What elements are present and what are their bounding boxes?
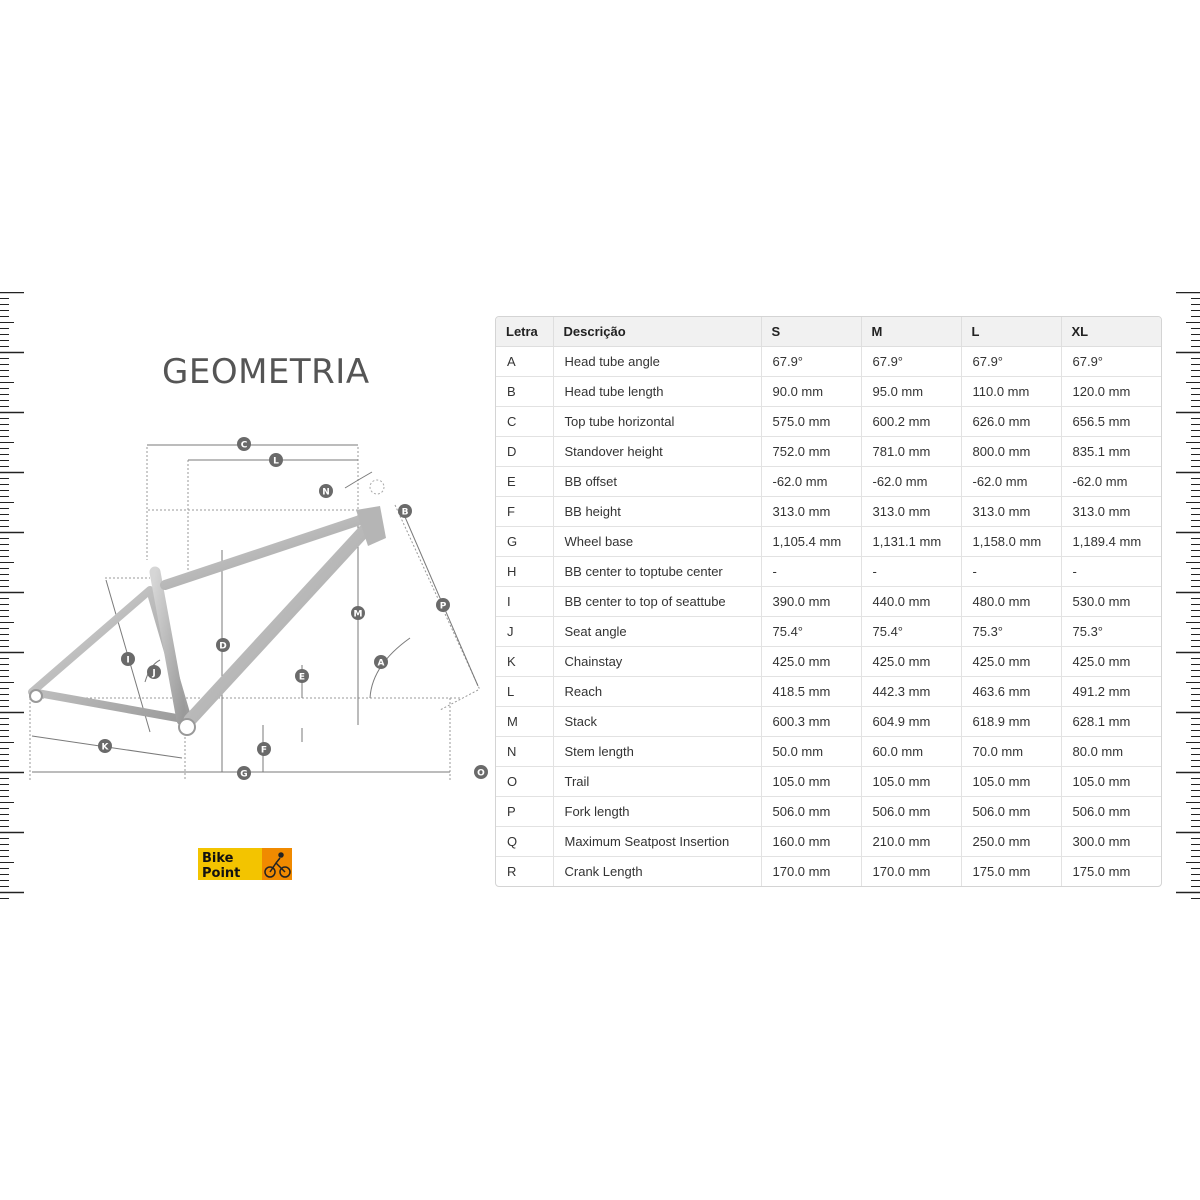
- logo-line2: Point: [202, 866, 241, 880]
- cell-letter: E: [496, 467, 553, 497]
- cell-size-s: 752.0 mm: [761, 437, 861, 467]
- cell-letter: P: [496, 797, 553, 827]
- table-header-row: [496, 317, 1161, 347]
- table-row: [496, 347, 1161, 377]
- cell-size-s: 105.0 mm: [761, 767, 861, 797]
- marker-o: [474, 765, 488, 779]
- marker-label: G: [240, 769, 248, 780]
- cell-size-xl: 105.0 mm: [1061, 767, 1161, 797]
- table-row: [496, 677, 1161, 707]
- cell-size-xl: -: [1061, 557, 1161, 587]
- cell-size-m: 105.0 mm: [861, 767, 961, 797]
- cell-size-s: 313.0 mm: [761, 497, 861, 527]
- table-row: [496, 647, 1161, 677]
- cell-description: Seat angle: [553, 617, 761, 647]
- header-size-s: S: [761, 317, 861, 347]
- table-row: [496, 587, 1161, 617]
- marker-l: [269, 453, 283, 467]
- table-row: [496, 437, 1161, 467]
- cell-description: BB height: [553, 497, 761, 527]
- cell-size-m: 604.9 mm: [861, 707, 961, 737]
- cell-size-xl: 628.1 mm: [1061, 707, 1161, 737]
- cell-description: Top tube horizontal: [553, 407, 761, 437]
- cell-size-xl: 313.0 mm: [1061, 497, 1161, 527]
- cell-size-l: 175.0 mm: [961, 857, 1061, 887]
- cell-size-xl: 1,189.4 mm: [1061, 527, 1161, 557]
- table-row: [496, 617, 1161, 647]
- cell-size-l: 70.0 mm: [961, 737, 1061, 767]
- marker-g: [237, 766, 251, 780]
- marker-n: [319, 484, 333, 498]
- cell-letter: B: [496, 377, 553, 407]
- cell-size-m: 313.0 mm: [861, 497, 961, 527]
- cell-size-xl: 491.2 mm: [1061, 677, 1161, 707]
- cell-size-l: 250.0 mm: [961, 827, 1061, 857]
- marker-a: [374, 655, 388, 669]
- marker-label: A: [377, 658, 385, 669]
- marker-label: C: [240, 440, 248, 451]
- cell-size-s: 50.0 mm: [761, 737, 861, 767]
- cell-size-l: 506.0 mm: [961, 797, 1061, 827]
- cell-size-m: 67.9°: [861, 347, 961, 377]
- cell-size-xl: 835.1 mm: [1061, 437, 1161, 467]
- table-row: [496, 527, 1161, 557]
- marker-label: J: [152, 668, 156, 679]
- cell-size-s: 160.0 mm: [761, 827, 861, 857]
- cell-size-l: 1,158.0 mm: [961, 527, 1061, 557]
- marker-label: D: [219, 641, 227, 652]
- marker-p: [436, 598, 450, 612]
- cell-size-l: 800.0 mm: [961, 437, 1061, 467]
- dimension-lines: [32, 445, 478, 772]
- cell-size-xl: -62.0 mm: [1061, 467, 1161, 497]
- cell-size-l: 67.9°: [961, 347, 1061, 377]
- marker-e: [295, 669, 309, 683]
- logo-line1: Bike: [202, 851, 234, 866]
- cell-size-xl: 175.0 mm: [1072, 864, 1131, 879]
- table-row: [496, 557, 1161, 587]
- cell-size-l: 463.6 mm: [961, 677, 1061, 707]
- cell-size-s: -: [761, 557, 861, 587]
- cell-letter: L: [496, 677, 553, 707]
- table-row: [496, 377, 1161, 407]
- cell-size-s: 418.5 mm: [761, 677, 861, 707]
- cell-size-m: -: [861, 557, 961, 587]
- marker-k: [98, 739, 112, 753]
- cell-size-xl: 300.0 mm: [1061, 827, 1161, 857]
- marker-label: F: [260, 745, 268, 756]
- cell-size-m: 425.0 mm: [861, 647, 961, 677]
- marker-label: E: [298, 672, 306, 683]
- cell-size-l: 313.0 mm: [961, 497, 1061, 527]
- table-row: [496, 797, 1161, 827]
- cell-size-l: 626.0 mm: [961, 407, 1061, 437]
- marker-c: [237, 437, 251, 451]
- cell-size-m: 1,131.1 mm: [861, 527, 961, 557]
- cell-description: Standover height: [553, 437, 761, 467]
- cell-letter: M: [496, 707, 553, 737]
- cell-description: Trail: [553, 767, 761, 797]
- marker-label: P: [439, 601, 447, 612]
- page-title: GEOMETRIA: [162, 352, 370, 392]
- cell-size-s: 75.4°: [761, 617, 861, 647]
- cell-description: Crank Length: [553, 857, 761, 887]
- cell-letter: A: [496, 347, 553, 377]
- frame-geometry-diagram: [0, 420, 500, 810]
- cell-size-s: 1,105.4 mm: [761, 527, 861, 557]
- marker-label: N: [322, 487, 330, 498]
- cell-size-xl: 75.3°: [1061, 617, 1161, 647]
- cell-size-l: 105.0 mm: [961, 767, 1061, 797]
- cell-size-m: 600.2 mm: [861, 407, 961, 437]
- cell-letter: C: [496, 407, 553, 437]
- cell-size-m: 170.0 mm: [861, 857, 961, 887]
- cell-letter: F: [496, 497, 553, 527]
- cell-size-m: 442.3 mm: [861, 677, 961, 707]
- cell-size-s: 90.0 mm: [761, 377, 861, 407]
- marker-label: I: [126, 655, 130, 666]
- cell-size-s: 170.0 mm: [761, 857, 861, 887]
- cell-size-xl: 530.0 mm: [1061, 587, 1161, 617]
- bike-point-logo: [198, 848, 292, 880]
- cell-letter: H: [496, 557, 553, 587]
- cell-description: Maximum Seatpost Insertion: [553, 827, 761, 857]
- table-row: [496, 467, 1161, 497]
- cell-letter: N: [496, 737, 553, 767]
- cell-size-xl: 80.0 mm: [1061, 737, 1161, 767]
- table-row: [496, 407, 1161, 437]
- cell-size-s: 575.0 mm: [761, 407, 861, 437]
- marker-label: L: [273, 456, 279, 467]
- cell-description: Fork length: [553, 797, 761, 827]
- cell-size-l: -62.0 mm: [961, 467, 1061, 497]
- table-row: [496, 827, 1161, 857]
- marker-f: [257, 742, 271, 756]
- dotted-guides: [30, 447, 480, 780]
- table-row: [496, 737, 1161, 767]
- cell-size-s: 600.3 mm: [761, 707, 861, 737]
- cell-size-l: 425.0 mm: [961, 647, 1061, 677]
- cell-description: Head tube angle: [553, 347, 761, 377]
- cell-description: Stem length: [553, 737, 761, 767]
- header-size-xl: XL: [1061, 317, 1161, 347]
- cell-letter: I: [496, 587, 553, 617]
- marker-j: [147, 665, 161, 679]
- header-descricao: Descrição: [553, 317, 761, 347]
- cell-size-m: 506.0 mm: [861, 797, 961, 827]
- cell-size-s: 390.0 mm: [761, 587, 861, 617]
- cell-size-m: 781.0 mm: [861, 437, 961, 467]
- marker-b: [398, 504, 412, 518]
- marker-d: [216, 638, 230, 652]
- bike-frame: [30, 480, 386, 735]
- header-size-m: M: [861, 317, 961, 347]
- marker-label: O: [477, 768, 485, 779]
- table-row: [496, 497, 1161, 527]
- cell-letter: D: [496, 437, 553, 467]
- marker-label: B: [401, 507, 409, 518]
- cell-description: Chainstay: [553, 647, 761, 677]
- cell-size-m: 75.4°: [861, 617, 961, 647]
- cell-size-s: 425.0 mm: [761, 647, 861, 677]
- cell-size-m: 95.0 mm: [861, 377, 961, 407]
- cell-letter: G: [496, 527, 553, 557]
- marker-i: [121, 652, 135, 666]
- cell-description: Stack: [553, 707, 761, 737]
- cell-size-xl: 120.0 mm: [1061, 377, 1161, 407]
- cell-letter: K: [496, 647, 553, 677]
- marker-label: M: [353, 609, 363, 620]
- cell-size-m: 440.0 mm: [861, 587, 961, 617]
- header-size-l: L: [961, 317, 1061, 347]
- cell-description: BB center to toptube center: [553, 557, 761, 587]
- cell-size-m: 60.0 mm: [861, 737, 961, 767]
- cell-size-l: -: [961, 557, 1061, 587]
- cell-description: Reach: [553, 677, 761, 707]
- geometry-table: [495, 316, 1162, 887]
- cell-size-m: 210.0 mm: [861, 827, 961, 857]
- cell-size-xl: 425.0 mm: [1061, 647, 1161, 677]
- header-letra: Letra: [496, 317, 553, 347]
- cell-size-l: 480.0 mm: [961, 587, 1061, 617]
- table-row: [496, 707, 1161, 737]
- cell-description: BB center to top of seattube: [553, 587, 761, 617]
- cell-size-l: 618.9 mm: [961, 707, 1061, 737]
- cell-size-xl: 656.5 mm: [1061, 407, 1161, 437]
- cell-size-s: 506.0 mm: [761, 797, 861, 827]
- table-row: [496, 767, 1161, 797]
- cell-description: BB offset: [553, 467, 761, 497]
- marker-label: K: [101, 742, 109, 753]
- cell-letter: Q: [496, 827, 553, 857]
- cell-size-xl: 67.9°: [1061, 347, 1161, 377]
- cell-letter: R: [496, 857, 553, 887]
- cell-size-xl: 506.0 mm: [1061, 797, 1161, 827]
- right-ruler: [1174, 292, 1200, 904]
- cell-description: Wheel base: [553, 527, 761, 557]
- table-row: [496, 857, 1161, 887]
- cell-letter: J: [496, 617, 553, 647]
- marker-m: [351, 606, 365, 620]
- cell-size-m: -62.0 mm: [861, 467, 961, 497]
- cell-letter: O: [496, 767, 553, 797]
- cell-description: Head tube length: [553, 377, 761, 407]
- cell-size-l: 110.0 mm: [961, 377, 1061, 407]
- cell-size-s: -62.0 mm: [761, 467, 861, 497]
- cell-size-l: 75.3°: [961, 617, 1061, 647]
- cell-size-s: 67.9°: [761, 347, 861, 377]
